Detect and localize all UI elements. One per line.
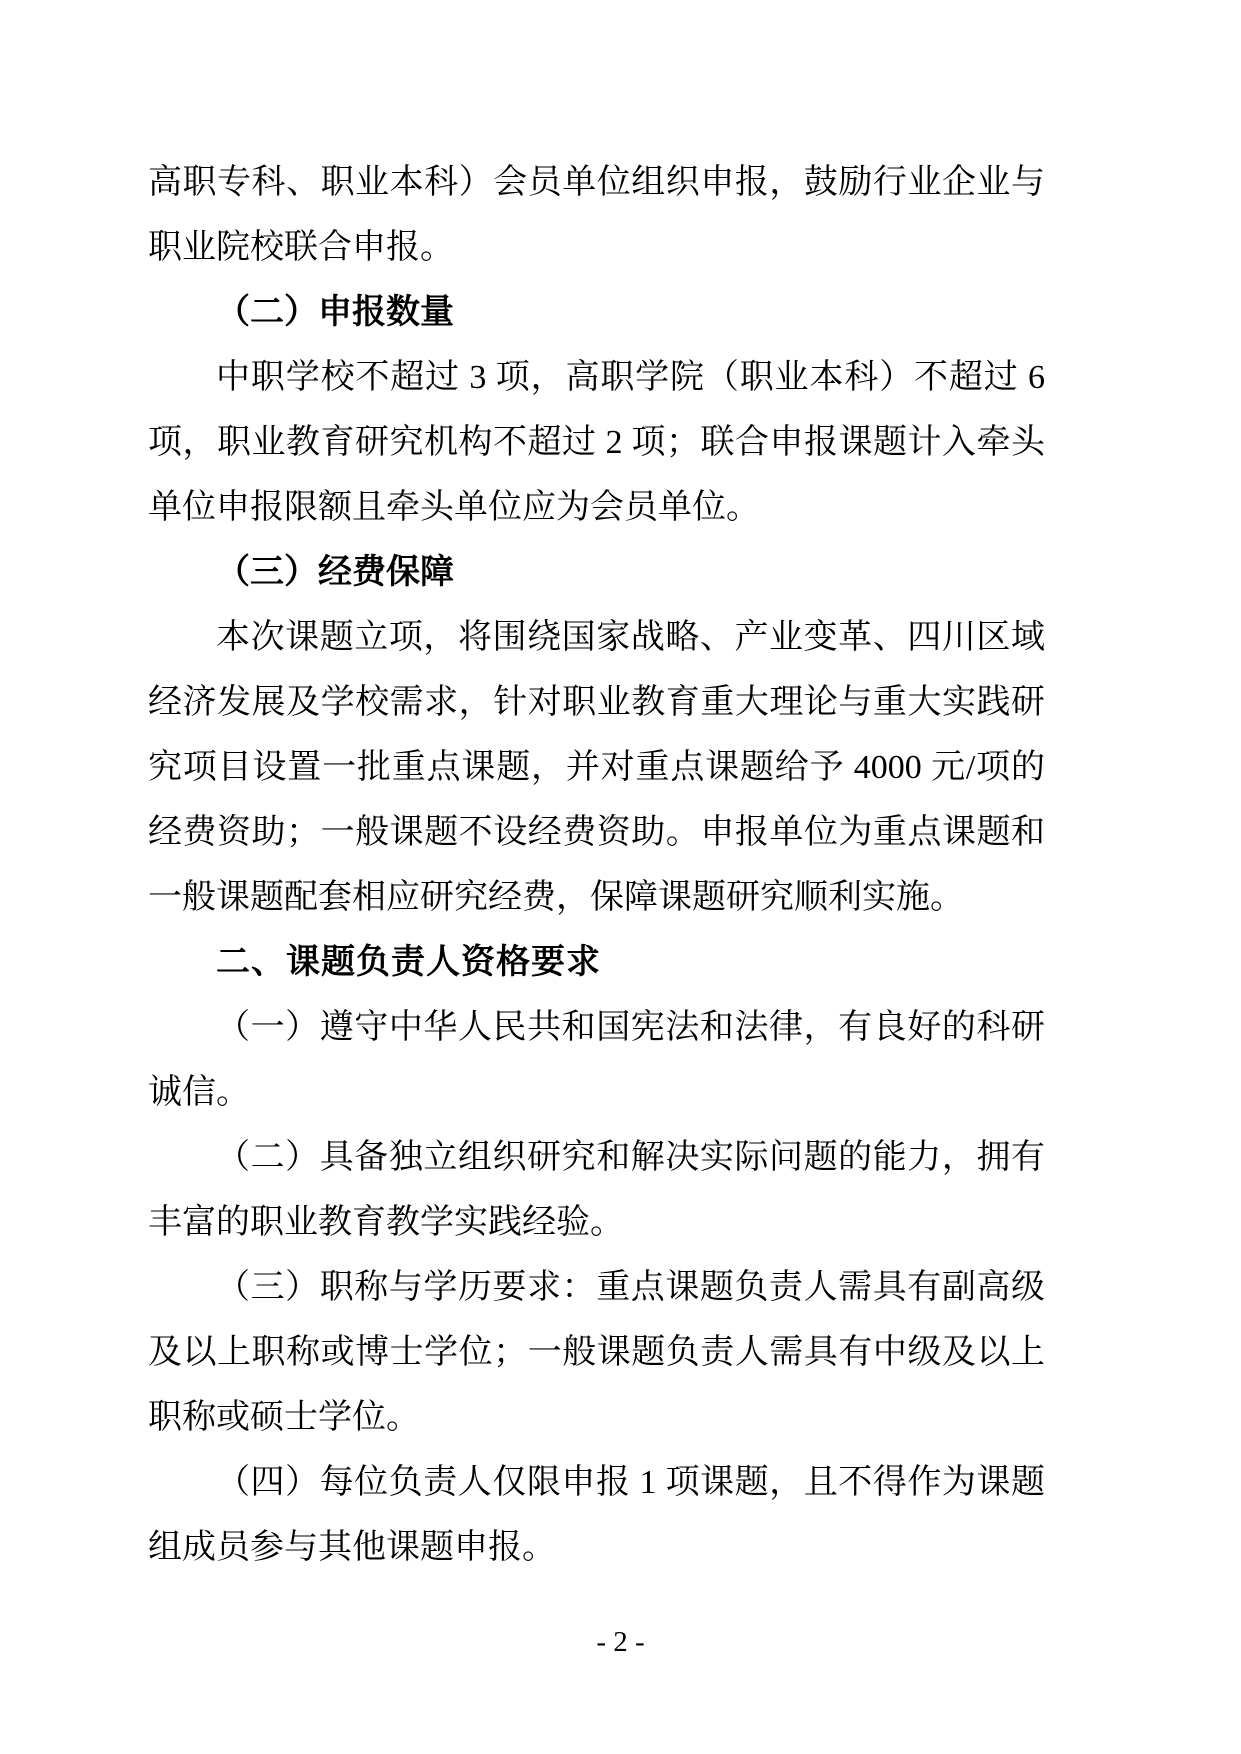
paragraph-funding-details: 本次课题立项，将围绕国家战略、产业变革、四川区域经济发展及学校需求，针对职业教育重大理论与重大实践研究项目设置一批重点课题，并对重点课题给予 4000 元/项的经费资助；一般课题不设经费资助。申报单位为重点课题和一般课题配套相应研究经费，保障课题研究顺利实施。 — [148, 619, 1045, 916]
heading-funding-guarantee: （三）经费保障 — [216, 554, 454, 591]
paragraph-member-units-application: 高职专科、职业本科）会员单位组织申报，鼓励行业企业与职业院校联合申报。 — [148, 164, 1045, 266]
paragraph-application-limits: 中职学校不超过 3 项，高职学院（职业本科）不超过 6 项，职业教育研究机构不超过 2 项；联合申报课题计入牵头单位申报限额且牵头单位应为会员单位。 — [148, 359, 1045, 526]
document-body — [148, 150, 1045, 1580]
heading-leader-qualification-requirements: 二、课题负责人资格要求 — [216, 944, 601, 981]
page-footer — [0, 1622, 1241, 1662]
paragraph-qualification-research-ability: （二）具备独立组织研究和解决实际问题的能力，拥有丰富的职业教育教学实践经验。 — [148, 1139, 1045, 1241]
heading-application-quantity: （二）申报数量 — [216, 294, 454, 331]
paragraph-qualification-single-application: （四）每位负责人仅限申报 1 项课题，且不得作为课题组成员参与其他课题申报。 — [148, 1464, 1045, 1566]
paragraph-qualification-law-integrity: （一）遵守中华人民共和国宪法和法律，有良好的科研诚信。 — [148, 1009, 1045, 1111]
paragraph-qualification-title-degree: （三）职称与学历要求：重点课题负责人需具有副高级及以上职称或博士学位；一般课题负责人需具有中级及以上职称或硕士学位。 — [148, 1269, 1045, 1436]
page-number: - 2 - — [596, 1626, 645, 1658]
